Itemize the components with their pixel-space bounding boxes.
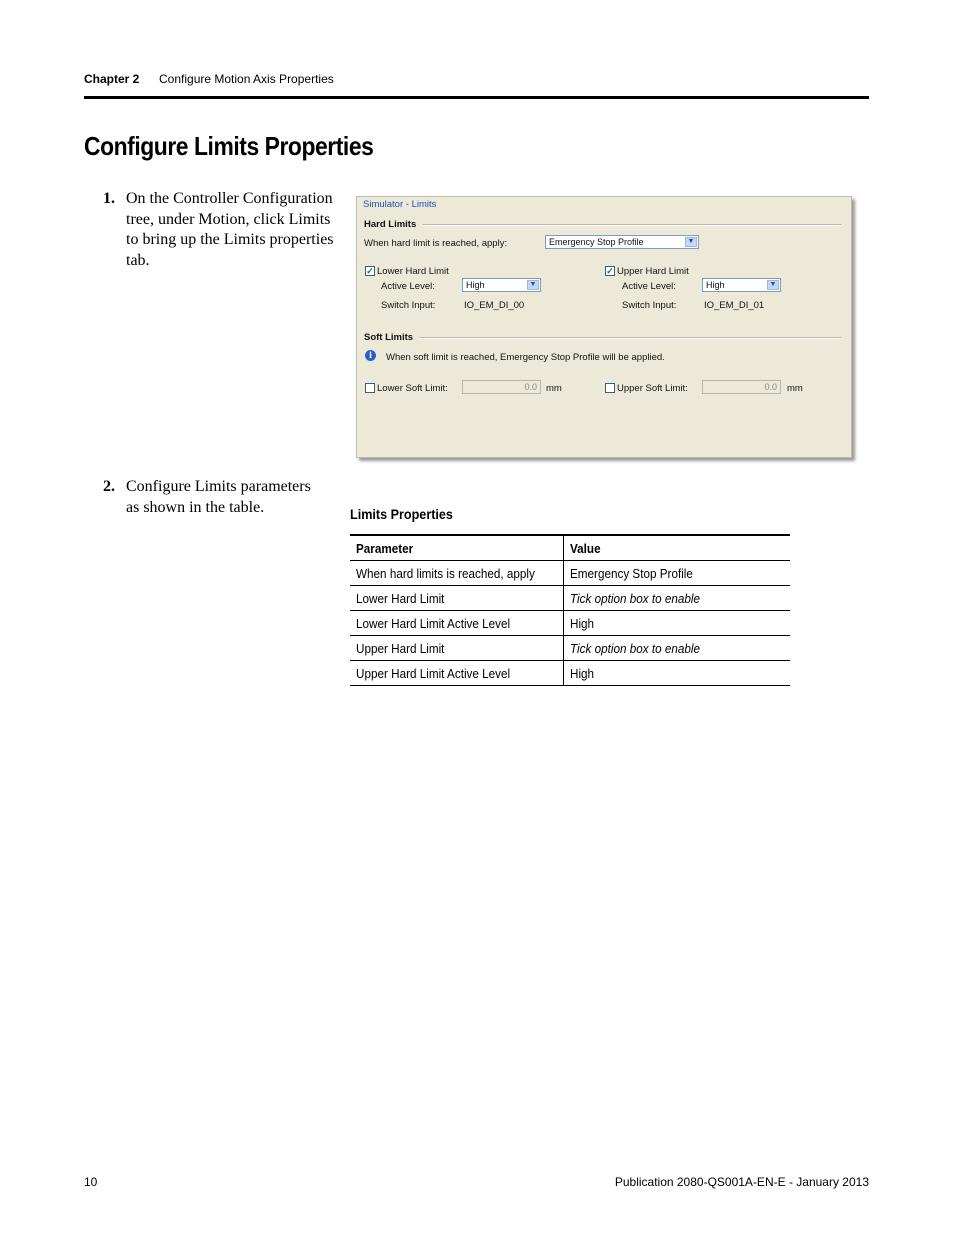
table-cell: Lower Hard Limit Active Level: [350, 611, 564, 636]
table-cell: High: [564, 611, 791, 636]
chevron-down-icon[interactable]: ▼: [527, 280, 539, 290]
lower-active-level-label: Active Level:: [381, 281, 435, 292]
header-rule: [84, 96, 869, 99]
table-cell: High: [564, 661, 791, 686]
table-row: [350, 586, 790, 611]
lower-soft-limit-checkbox[interactable]: [365, 383, 375, 393]
apply-label: When hard limit is reached, apply:: [364, 238, 508, 249]
upper-hard-limit-label: Upper Hard Limit: [617, 266, 689, 277]
group-divider: [419, 337, 841, 339]
table-cell: Upper Hard Limit Active Level: [350, 661, 564, 686]
soft-limit-info-text: When soft limit is reached, Emergency Stop Profile will be applied.: [386, 352, 665, 363]
step-number: 1.: [103, 190, 115, 207]
publication-info: Publication 2080-QS001A-EN-E - January 2013: [614, 1175, 869, 1189]
upper-soft-limit-checkbox[interactable]: [605, 383, 615, 393]
column-header: Value: [564, 535, 791, 561]
upper-active-level-dropdown[interactable]: [702, 278, 781, 292]
upper-soft-limit-input[interactable]: 0.0: [702, 380, 781, 394]
lower-switch-input-value: IO_EM_DI_00: [464, 300, 525, 311]
upper-soft-limit-unit: mm: [787, 383, 803, 394]
step-number: 2.: [103, 478, 115, 495]
chevron-down-icon[interactable]: ▼: [685, 237, 697, 247]
upper-switch-input-value: IO_EM_DI_01: [704, 300, 765, 311]
lower-active-level-dropdown[interactable]: [462, 278, 541, 292]
section-label: Configure Motion Axis Properties: [159, 72, 334, 86]
upper-hard-limit-checkbox[interactable]: ✓: [606, 266, 614, 276]
hard-limits-group-label: Hard Limits: [364, 219, 417, 230]
column-header: Parameter: [350, 535, 564, 561]
lower-soft-limit-input[interactable]: 0.0: [462, 380, 541, 394]
chevron-down-icon[interactable]: ▼: [767, 280, 779, 290]
soft-limits-group-label: Soft Limits: [364, 332, 414, 343]
limits-properties-screenshot: [356, 196, 852, 458]
running-header: [84, 72, 334, 86]
step-text: Configure Limits parameters as shown in the table.: [126, 478, 311, 516]
table-row: [350, 611, 790, 636]
table-caption: Limits Properties: [350, 506, 453, 522]
upper-active-level-label: Active Level:: [622, 281, 676, 292]
table-cell: Tick option box to enable: [564, 586, 791, 611]
lower-soft-limit-unit: mm: [546, 383, 562, 394]
upper-switch-input-label: Switch Input:: [622, 300, 677, 311]
table-cell: Emergency Stop Profile: [564, 561, 791, 586]
page-number: 10: [84, 1175, 98, 1189]
table-row: [350, 561, 790, 586]
tab-title[interactable]: Simulator - Limits: [363, 199, 437, 210]
lower-hard-limit-label: Lower Hard Limit: [377, 266, 449, 277]
table-row: [350, 636, 790, 661]
lower-switch-input-label: Switch Input:: [381, 300, 436, 311]
upper-active-level-value: High: [706, 280, 725, 290]
upper-soft-limit-label: Upper Soft Limit:: [617, 383, 688, 394]
limits-properties-table: [350, 534, 790, 686]
lower-active-level-value: High: [466, 280, 485, 290]
lower-hard-limit-checkbox[interactable]: ✓: [366, 266, 374, 276]
chapter-label: Chapter 2: [84, 72, 140, 86]
group-divider: [423, 224, 841, 226]
apply-dropdown[interactable]: [545, 235, 699, 249]
table-cell: Tick option box to enable: [564, 636, 791, 661]
table-header-row: [350, 535, 790, 561]
table-cell: Upper Hard Limit: [350, 636, 564, 661]
apply-dropdown-value: Emergency Stop Profile: [549, 237, 644, 247]
info-icon: i: [365, 350, 376, 361]
table-row: [350, 661, 790, 686]
step-text: On the Controller Configuration tree, under Motion, click Limits to bring up the Limits properties tab.: [126, 190, 334, 269]
table-cell: Lower Hard Limit: [350, 586, 564, 611]
lower-soft-limit-label: Lower Soft Limit:: [377, 383, 448, 394]
table-cell: When hard limits is reached, apply: [350, 561, 564, 586]
page-title: Configure Limits Properties: [84, 131, 374, 161]
